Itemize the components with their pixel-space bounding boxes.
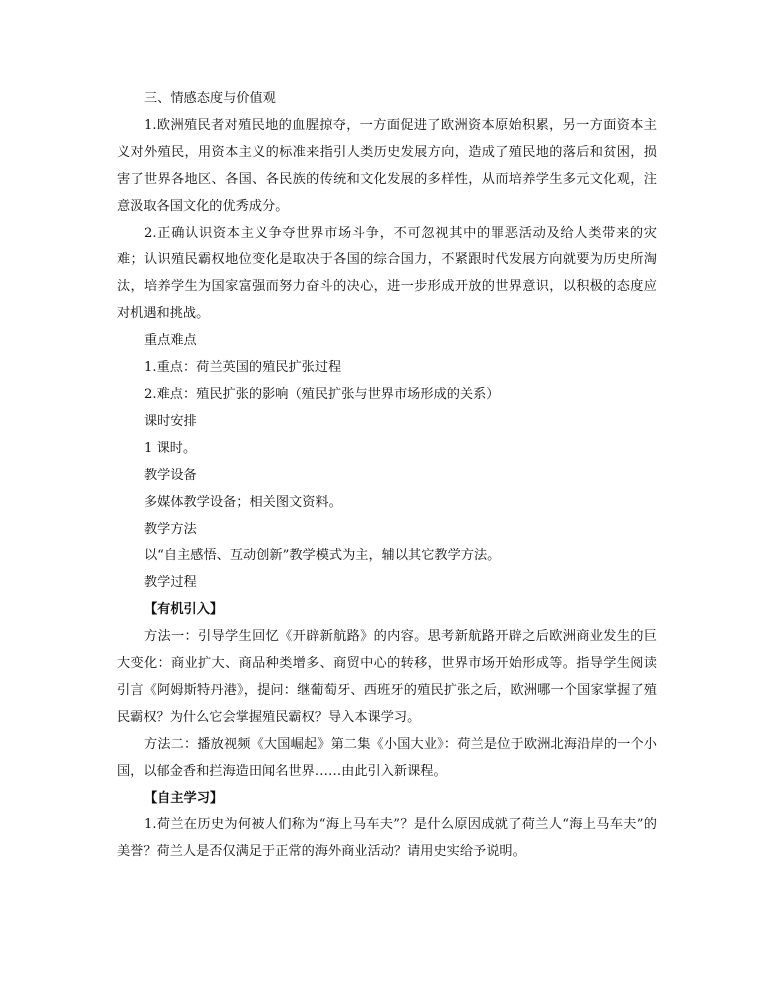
paragraph-world-market-struggle: 2.正确认识资本主义争夺世界市场斗争，不可忽视其中的罪恶活动及给人类带来的灾难；认识殖民霸权地位变化是取决于各国的综合国力，不紧跟时代发展方向就要为历史所淘汰，培养学生为国家富强而努力奋斗的决心，进一步形成开放的世界意识，以积极的态度应对机遇和挑战。	[117, 225, 657, 322]
key-point-item: 1.重点：荷兰英国的殖民扩张过程	[144, 360, 342, 376]
paragraph-method-one: 方法一：引导学生回忆《开辟新航路》的内容。思考新航路开辟之后欧洲商业发生的巨大变化：商业扩大、商品种类增多、商贸中心的转移，世界市场开始形成等。指导学生阅读引言《阿姆斯特丹港》，提问：继葡萄牙、西班牙的殖民扩张之后，欧洲哪一个国家掌握了殖民霸权？为什么它会掌握殖民霸权？导入本课学习。	[117, 629, 657, 725]
difficult-point-item: 2.难点：殖民扩张的影响（殖民扩张与世界市场形成的关系）	[144, 386, 500, 402]
section-heading-process: 教学过程	[144, 575, 197, 591]
equipment-value: 多媒体教学设备；相关图文资料。	[144, 494, 342, 510]
document-body	[117, 86, 657, 866]
methods-value: 以“自主感悟、互动创新”教学模式为主，辅以其它教学方法。	[144, 548, 501, 564]
schedule-value: 1 课时。	[144, 440, 197, 456]
section-heading-equipment: 教学设备	[144, 467, 197, 483]
section-heading-methods: 教学方法	[144, 521, 197, 537]
paragraph-colonial-plunder: 1.欧洲殖民者对殖民地的血腥掠夺，一方面促进了欧洲资本原始积累，另一方面资本主义对外殖民，用资本主义的标准来指引人类历史发展方向，造成了殖民地的落后和贫困，损害了世界各地区、各国、各民族的传统和文化发展的多样性，从而培养学生多元文化观，注意汲取各国文化的优秀成分。	[117, 117, 657, 214]
section-heading-schedule: 课时安排	[144, 413, 197, 429]
subheading-self-study: 【自主学习】	[144, 790, 224, 806]
paragraph-question-one: 1.荷兰在历史为何被人们称为“海上马车夫”？是什么原因成就了荷兰人“海上马车夫”的美誉？荷兰人是否仅满足于正常的海外商业活动？请用史实给予说明。	[117, 817, 657, 860]
subheading-organic-intro: 【有机引入】	[144, 602, 224, 618]
paragraph-method-two: 方法二：播放视频《大国崛起》第二集《小国大业》：荷兰是位于欧洲北海沿岸的一个小国，以郁金香和拦海造田闻名世界……由此引入新课程。	[117, 736, 657, 779]
section-heading-values: 三、情感态度与价值观	[144, 91, 276, 106]
section-heading-key-points: 重点难点	[144, 333, 197, 349]
